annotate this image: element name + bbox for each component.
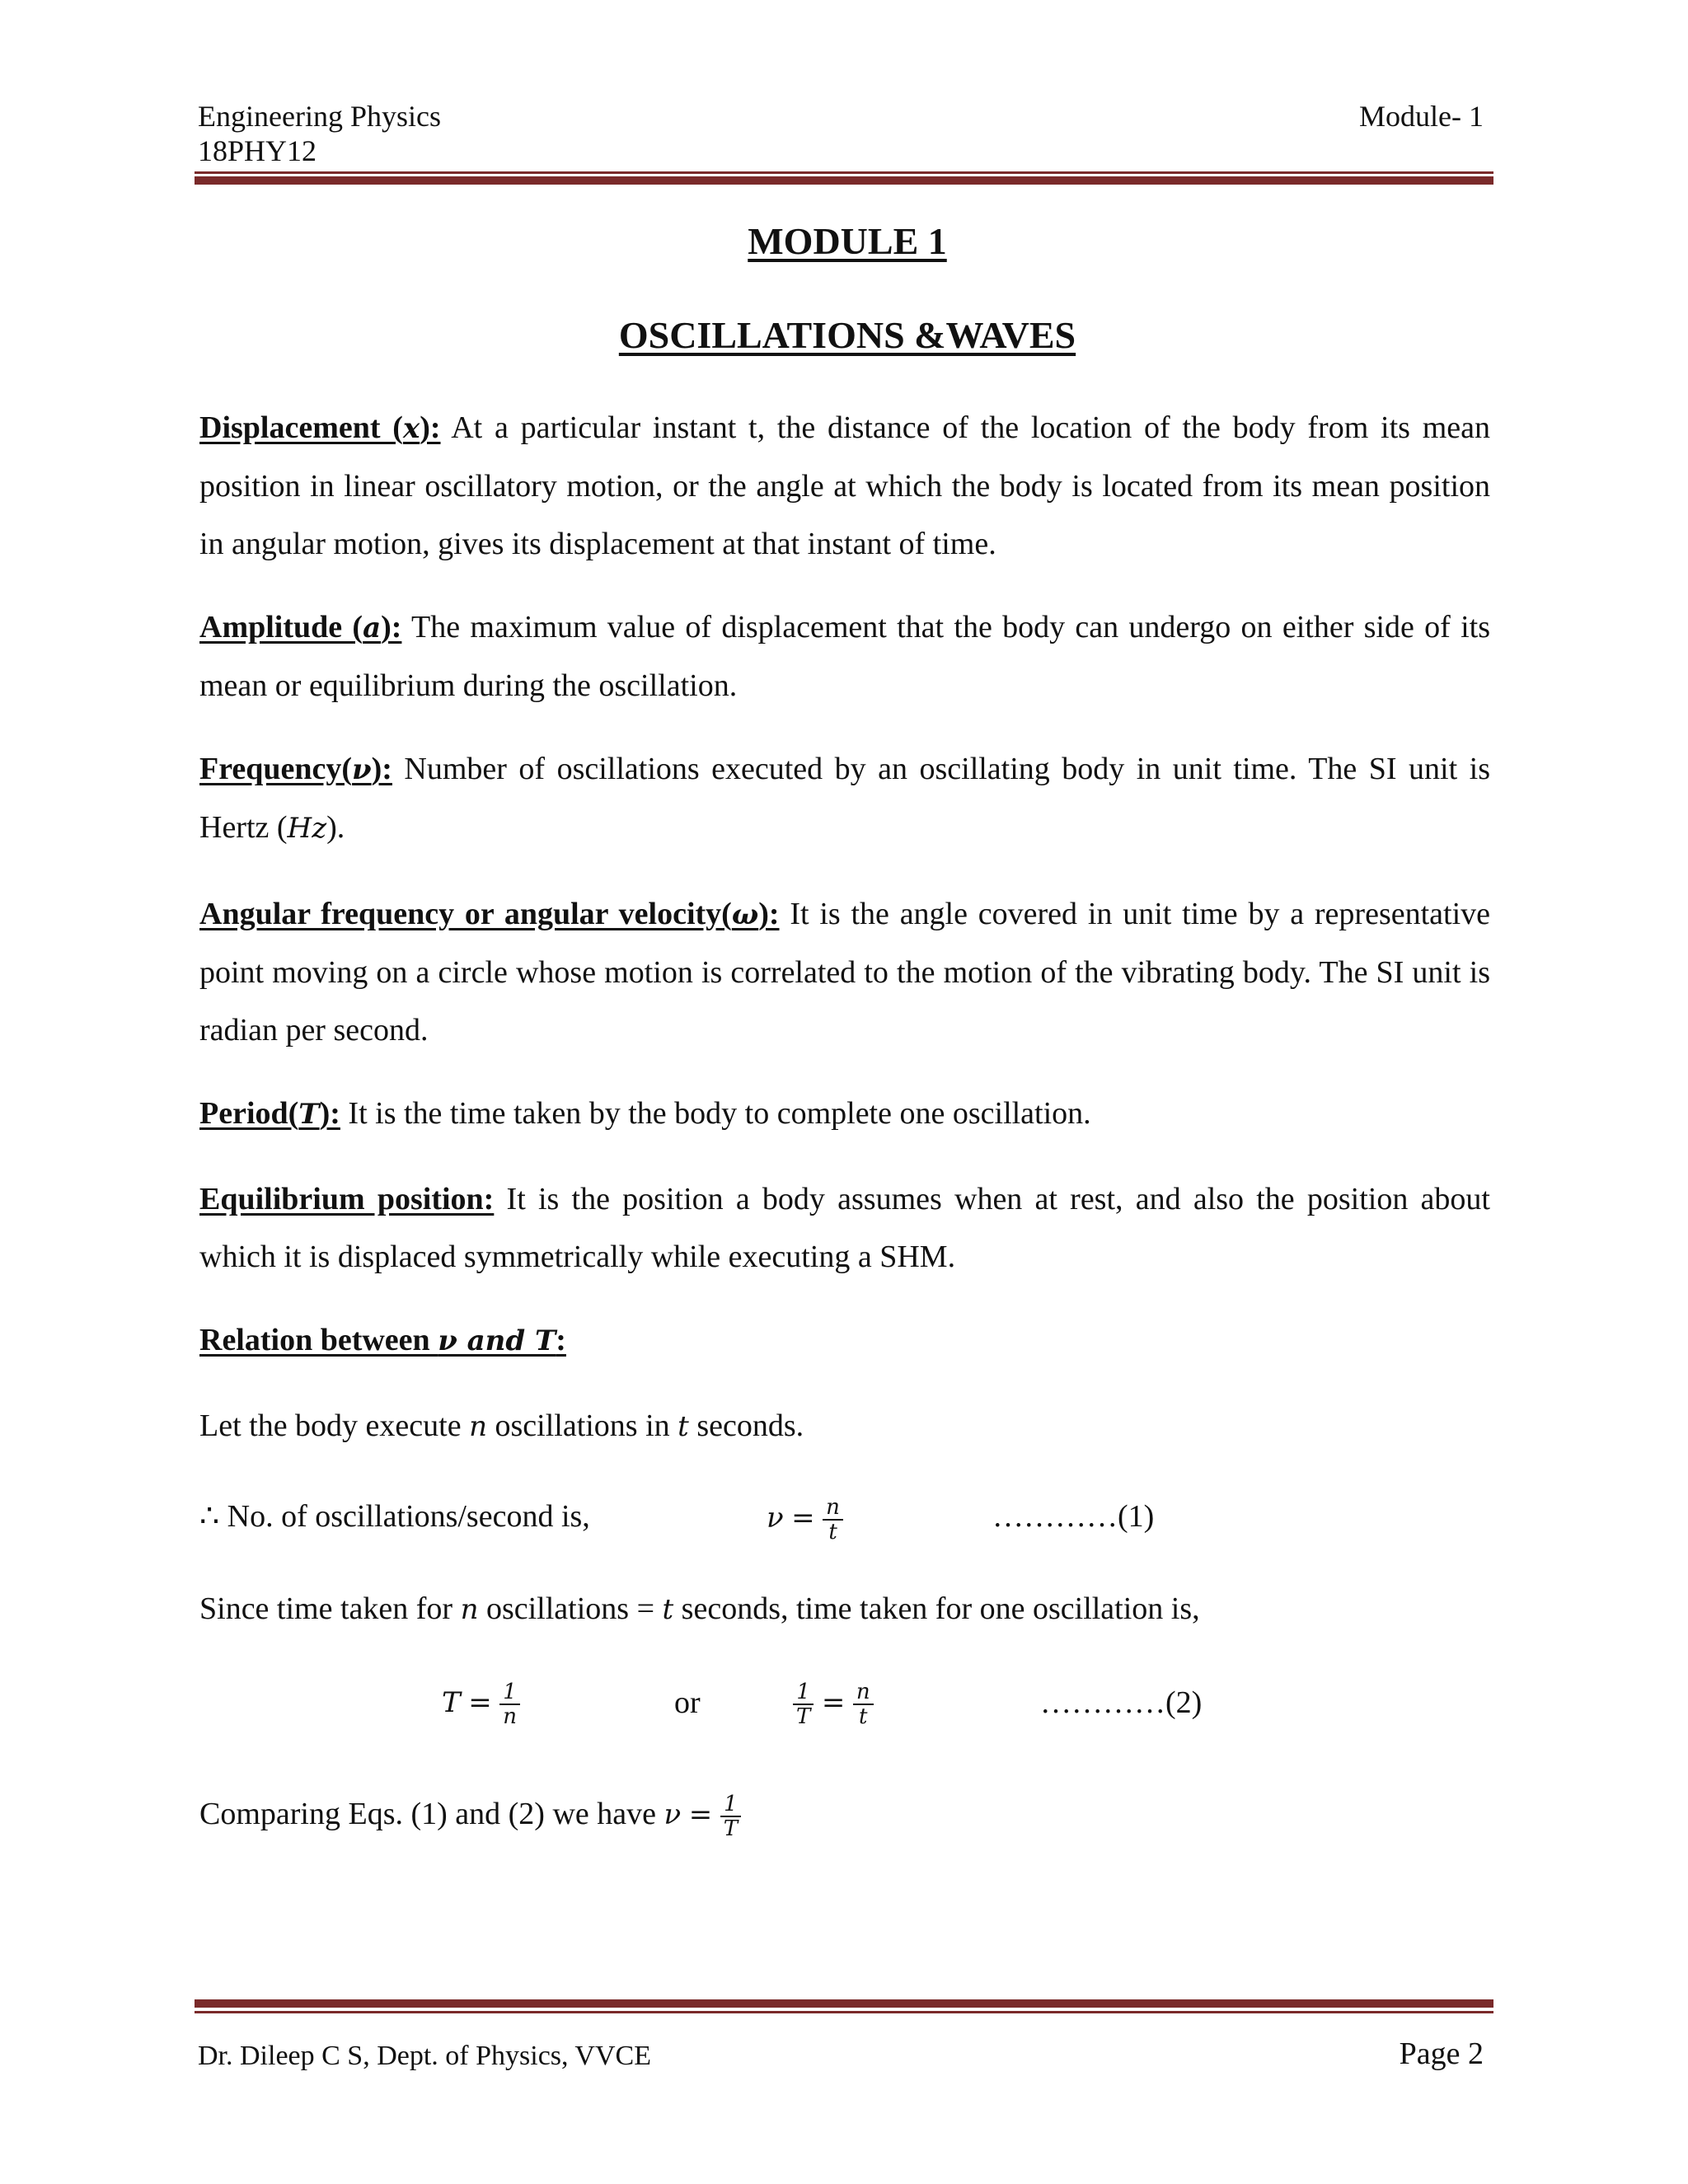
module-title: MODULE 1: [748, 220, 947, 262]
header-course: Engineering Physics: [198, 100, 441, 133]
eq2-formula-b: $\frac{1}{T}$ = $\frac{n}{t}$: [793, 1673, 874, 1732]
term-amplitude: Amplitude (a):: [199, 610, 402, 644]
eq2-ref: …………(2): [1040, 1685, 1203, 1720]
def-equilibrium: Equilibrium position: It is the position a body assumes when at rest, and also the position about which it is displaced symmetrically while executing a SHM.: [199, 1182, 1490, 1274]
term-displacement: Displacement (x):: [199, 410, 441, 445]
footer-author: Dr. Dileep C S, Dept. of Physics, VVCE: [198, 2041, 651, 2071]
term-equilibrium: Equilibrium position:: [199, 1182, 495, 1216]
term-frequency: Frequency(ν):: [199, 752, 392, 786]
eq1-formula: ν = $\frac{n}{t}$: [767, 1488, 843, 1547]
relation-compare-line: Comparing Eqs. (1) and (2) we have ν = $\frac{1}{T}$: [199, 1785, 741, 1844]
eq2b-fraction-right: $\frac{n}{t}$: [853, 1680, 874, 1728]
header-rule-thin: [195, 171, 1493, 174]
footer-page-number: Page 2: [1399, 2036, 1484, 2071]
eq2-or: or: [674, 1685, 701, 1720]
header-module: Module- 1: [1359, 100, 1484, 133]
eq1-ref: …………(1): [992, 1499, 1155, 1534]
chapter-title: OSCILLATIONS &WAVES: [618, 314, 1076, 356]
eq2-formula-a: T = $\frac{1}{n}$: [442, 1673, 520, 1732]
def-frequency: Frequency(ν): Number of oscillations executed by an oscillating body in unit time. The SI unit is Hertz (Hz).: [199, 752, 1490, 845]
footer-rule-thin: [195, 2011, 1493, 2013]
def-amplitude: Amplitude (a): The maximum value of displacement that the body can undergo on either side of its mean or equilibrium during the oscillation.: [199, 610, 1490, 703]
header-rule-thick: [195, 176, 1493, 185]
term-period: Period(T):: [199, 1096, 340, 1131]
footer-rule-thick: [195, 1999, 1493, 2008]
term-angular-frequency: Angular frequency or angular velocity(ω):: [199, 897, 780, 931]
def-angular-frequency: Angular frequency or angular velocity(ω): It is the angle covered in unit time by a representative point moving on a circle whose motion is correlated to the motion of the vibrating body. The SI unit is radian per second.: [199, 897, 1491, 1047]
eq2a-fraction: $\frac{1}{n}$: [499, 1680, 520, 1728]
relation-let-line: Let the body execute n oscillations in t seconds.: [199, 1408, 804, 1443]
compare-fraction: $\frac{1}{T}$: [720, 1793, 741, 1840]
eq1-fraction: $\frac{n}{t}$: [823, 1496, 843, 1544]
eq2b-fraction-left: $\frac{1}{T}$: [793, 1680, 814, 1728]
relation-heading: Relation between ν and T:: [199, 1323, 566, 1357]
relation-since-line: Since time taken for n oscillations = t seconds, time taken for one oscillation is,: [199, 1591, 1200, 1626]
eq1-label: ∴ No. of oscillations/second is,: [199, 1499, 590, 1534]
def-displacement: Displacement (x): At a particular instant t, the distance of the location of the body from its mean position in linear oscillatory motion, or the angle at which the body is located from its mean position in angular motion, gives its displacement at that instant of time.: [199, 410, 1490, 561]
def-period: Period(T): It is the time taken by the body to complete one oscillation.: [199, 1096, 1091, 1131]
header-code: 18PHY12: [198, 134, 317, 167]
